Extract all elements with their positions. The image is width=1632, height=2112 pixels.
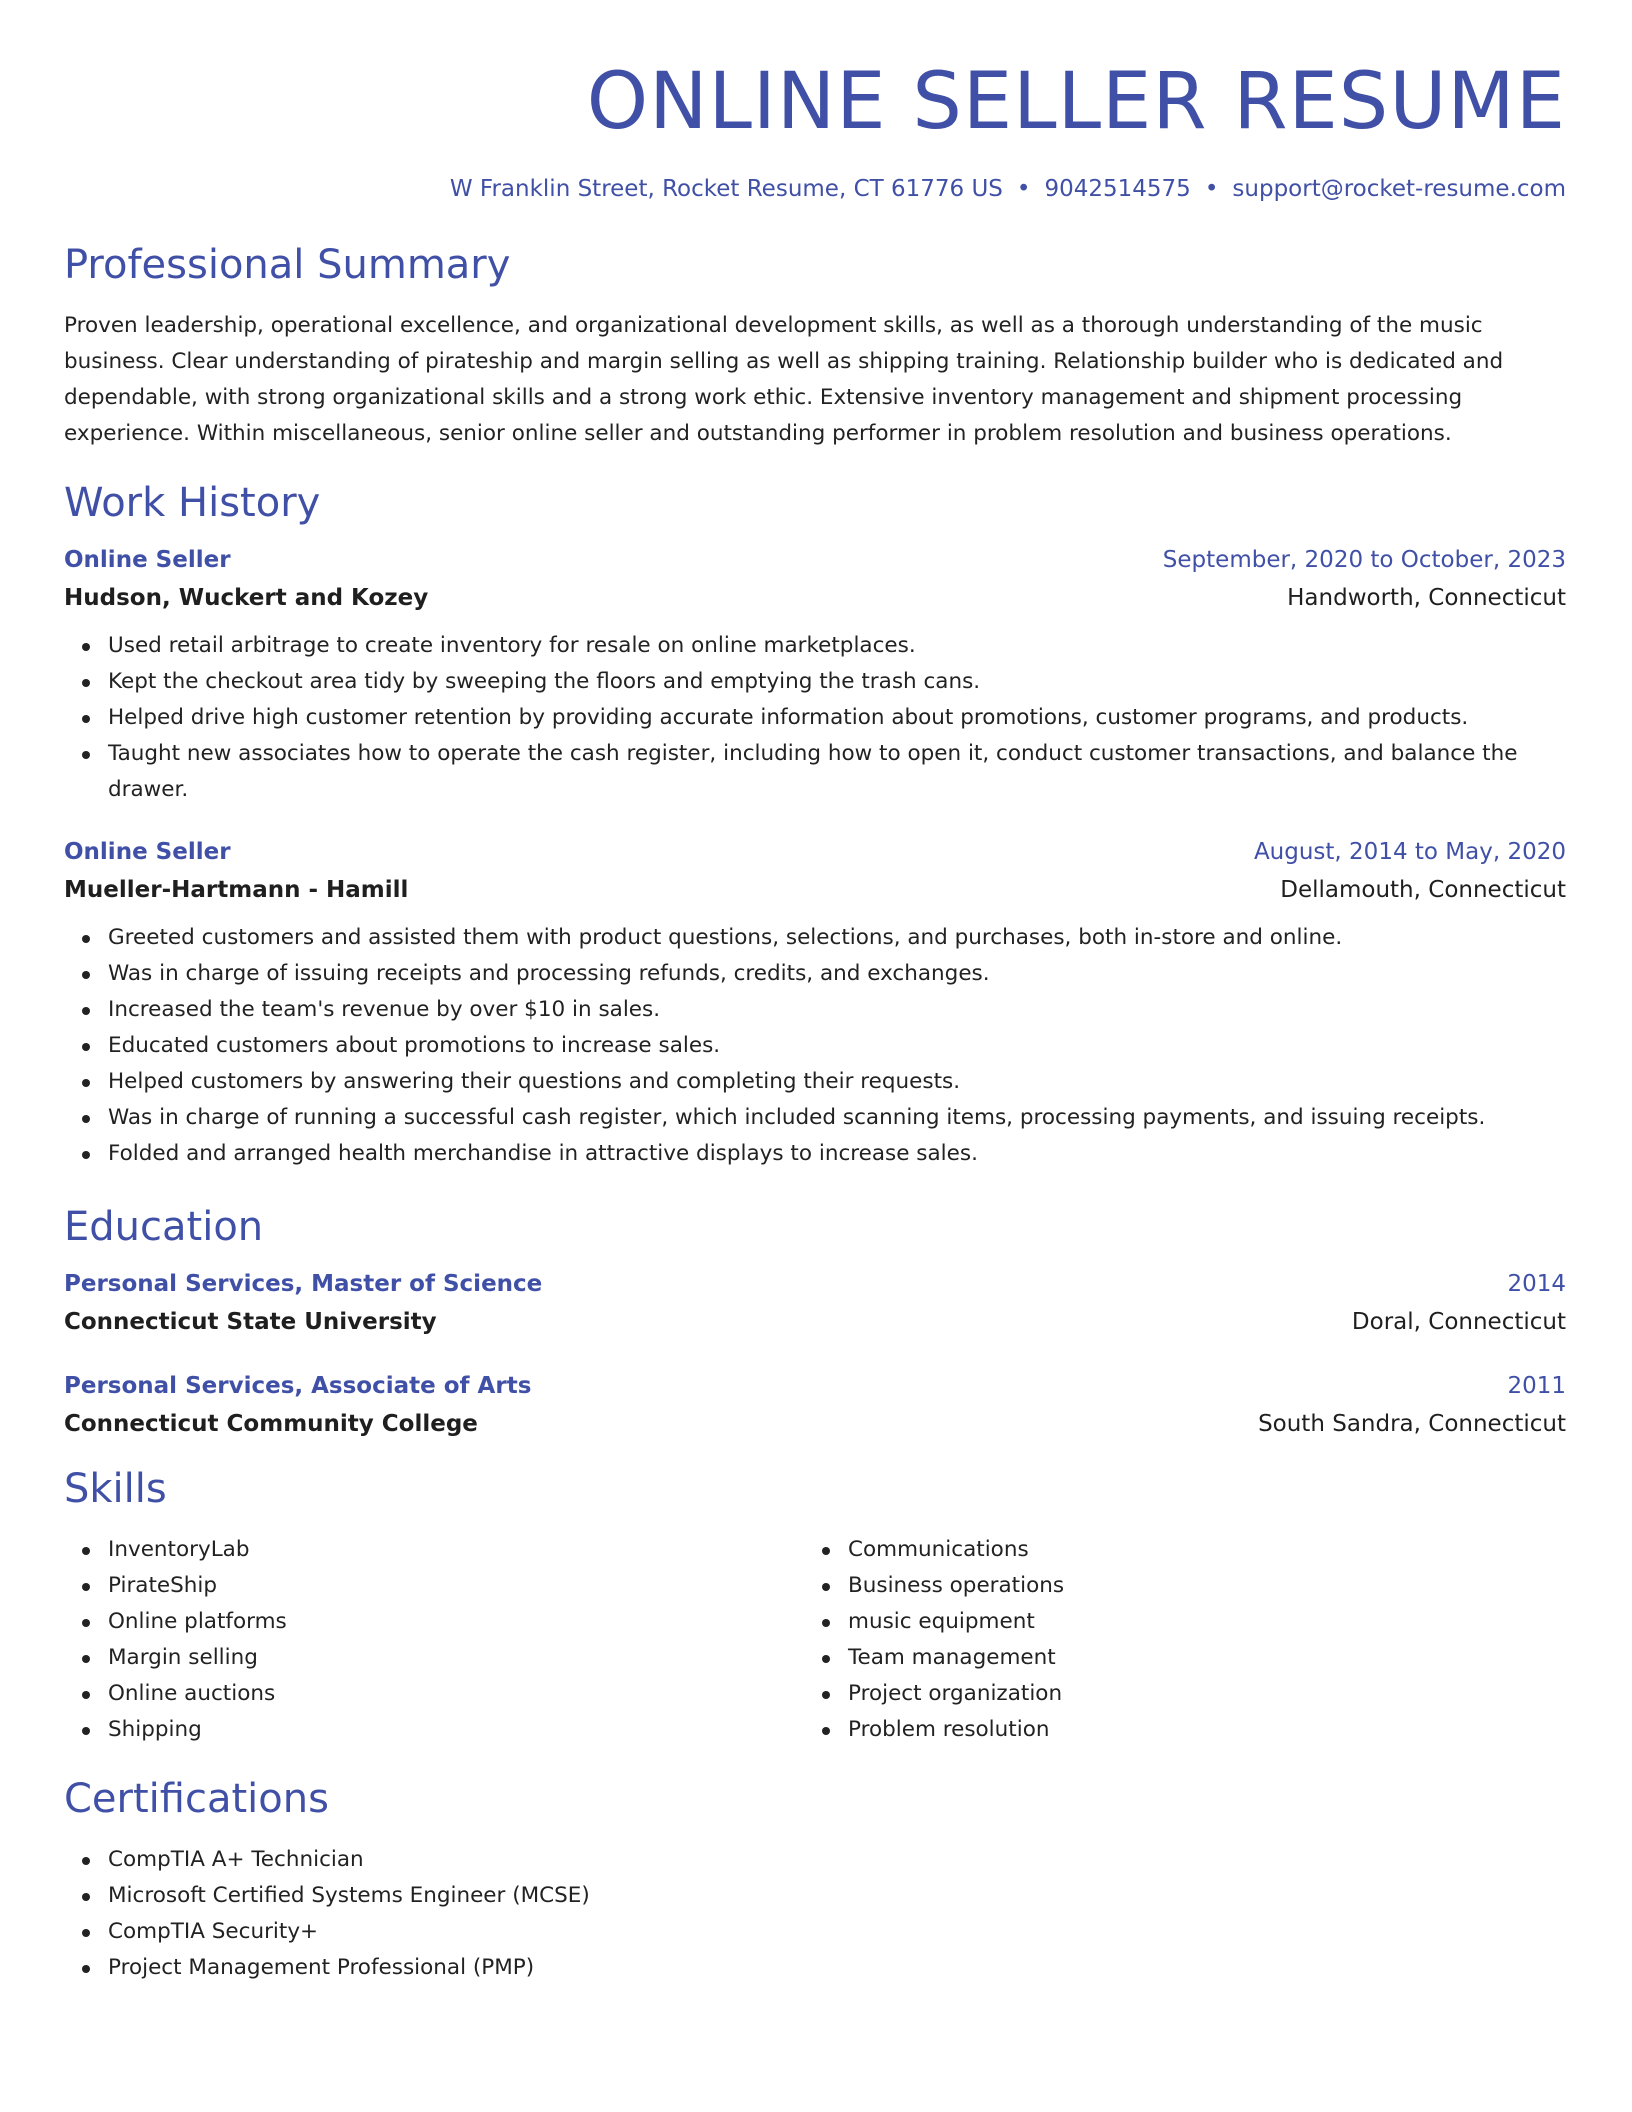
job-entry [64, 836, 1566, 1172]
contact-separator: • [1204, 176, 1219, 202]
summary-section [64, 240, 1566, 452]
contact-address: W Franklin Street, Rocket Resume, CT 61776 US [449, 176, 1003, 202]
job-bullets [64, 920, 1566, 1172]
education-section [64, 1202, 1566, 1440]
certifications-section [64, 1774, 1566, 1986]
skills-column-left [64, 1532, 804, 1748]
education-year: 2011 [1507, 1373, 1566, 1399]
list-item: Business operations [848, 1568, 1544, 1604]
list-item: Shipping [108, 1712, 804, 1748]
job-role: Online Seller [64, 839, 231, 865]
education-degree: Personal Services, Associate of Arts [64, 1373, 532, 1399]
certifications-list [64, 1842, 1566, 1986]
list-item: Microsoft Certified Systems Engineer (MCSE) [108, 1878, 1566, 1914]
list-item: music equipment [848, 1604, 1544, 1640]
list-item: PirateShip [108, 1568, 804, 1604]
list-item: Communications [848, 1532, 1544, 1568]
education-location: Doral, Connecticut [1351, 1309, 1566, 1335]
list-item: InventoryLab [108, 1532, 804, 1568]
list-item: Online platforms [108, 1604, 804, 1640]
list-item: Project organization [848, 1676, 1544, 1712]
work-history-section [64, 478, 1566, 1172]
job-company: Mueller-Hartmann - Hamill [64, 877, 409, 903]
education-school: Connecticut State University [64, 1309, 437, 1335]
list-item: Was in charge of running a successful cash register, which included scanning items, processing payments, and issuing receipts. [108, 1100, 1566, 1136]
list-item: Kept the checkout area tidy by sweeping the floors and emptying the trash cans. [108, 664, 1566, 700]
job-location: Handworth, Connecticut [1287, 585, 1566, 611]
list-item: Educated customers about promotions to increase sales. [108, 1028, 1566, 1064]
education-year: 2014 [1507, 1271, 1566, 1297]
list-item: CompTIA Security+ [108, 1914, 1566, 1950]
summary-text: Proven leadership, operational excellence, and organizational development skills, as well as a thorough understanding of the music business. Clear understanding of pirateship and margin selling as well as shipping training. Relationship builder who is dedicated and dependable, with strong organizational skills and a strong work ethic. Extensive inventory management and shipment processing experience. Within miscellaneous, senior online seller and outstanding performer in problem resolution and business operations. [64, 313, 1504, 446]
education-school: Connecticut Community College [64, 1411, 478, 1437]
education-entry [64, 1268, 1566, 1338]
list-item: Project Management Professional (PMP) [108, 1950, 1566, 1986]
list-item: CompTIA A+ Technician [108, 1842, 1566, 1878]
list-item: Margin selling [108, 1640, 804, 1676]
list-item: Helped drive high customer retention by providing accurate information about promotions, customer programs, and products. [108, 700, 1566, 736]
education-location: South Sandra, Connecticut [1258, 1411, 1566, 1437]
list-item: Used retail arbitrage to create inventory for resale on online marketplaces. [108, 628, 1566, 664]
section-title-certifications: Certifications [64, 1776, 329, 1822]
section-title-education: Education [64, 1204, 264, 1250]
list-item: Was in charge of issuing receipts and processing refunds, credits, and exchanges. [108, 956, 1566, 992]
job-bullets [64, 628, 1566, 808]
contact-separator: • [1016, 176, 1031, 202]
skills-list [804, 1532, 1544, 1748]
list-item: Increased the team's revenue by over $10 in sales. [108, 992, 1566, 1028]
contact-line [64, 174, 1566, 204]
job-location: Dellamouth, Connecticut [1280, 877, 1566, 903]
resume-page [64, 0, 1566, 1986]
education-degree: Personal Services, Master of Science [64, 1271, 543, 1297]
skills-column-right [804, 1532, 1544, 1748]
education-entry [64, 1370, 1566, 1440]
job-role: Online Seller [64, 547, 231, 573]
section-title-work-history: Work History [64, 480, 321, 526]
list-item: Helped customers by answering their questions and completing their requests. [108, 1064, 1566, 1100]
resume-title: ONLINE SELLER RESUME [586, 57, 1566, 147]
list-item: Taught new associates how to operate the cash register, including how to open it, conduct customer transactions, and balance the drawer. [108, 736, 1566, 808]
list-item: Folded and arranged health merchandise in attractive displays to increase sales. [108, 1136, 1566, 1172]
contact-phone: 9042514575 [1044, 176, 1191, 202]
skills-list [64, 1532, 804, 1748]
job-company: Hudson, Wuckert and Kozey [64, 585, 429, 611]
skills-section [64, 1464, 1566, 1748]
section-title-skills: Skills [64, 1466, 167, 1512]
job-dates: September, 2020 to October, 2023 [1162, 547, 1566, 573]
job-entry [64, 544, 1566, 808]
list-item: Problem resolution [848, 1712, 1544, 1748]
section-title-summary: Professional Summary [64, 242, 511, 288]
job-dates: August, 2014 to May, 2020 [1253, 839, 1566, 865]
skills-grid [64, 1532, 1566, 1748]
list-item: Team management [848, 1640, 1544, 1676]
list-item: Greeted customers and assisted them with product questions, selections, and purchases, both in-store and online. [108, 920, 1566, 956]
list-item: Online auctions [108, 1676, 804, 1712]
contact-email[interactable]: support@rocket-resume.com [1232, 176, 1566, 202]
